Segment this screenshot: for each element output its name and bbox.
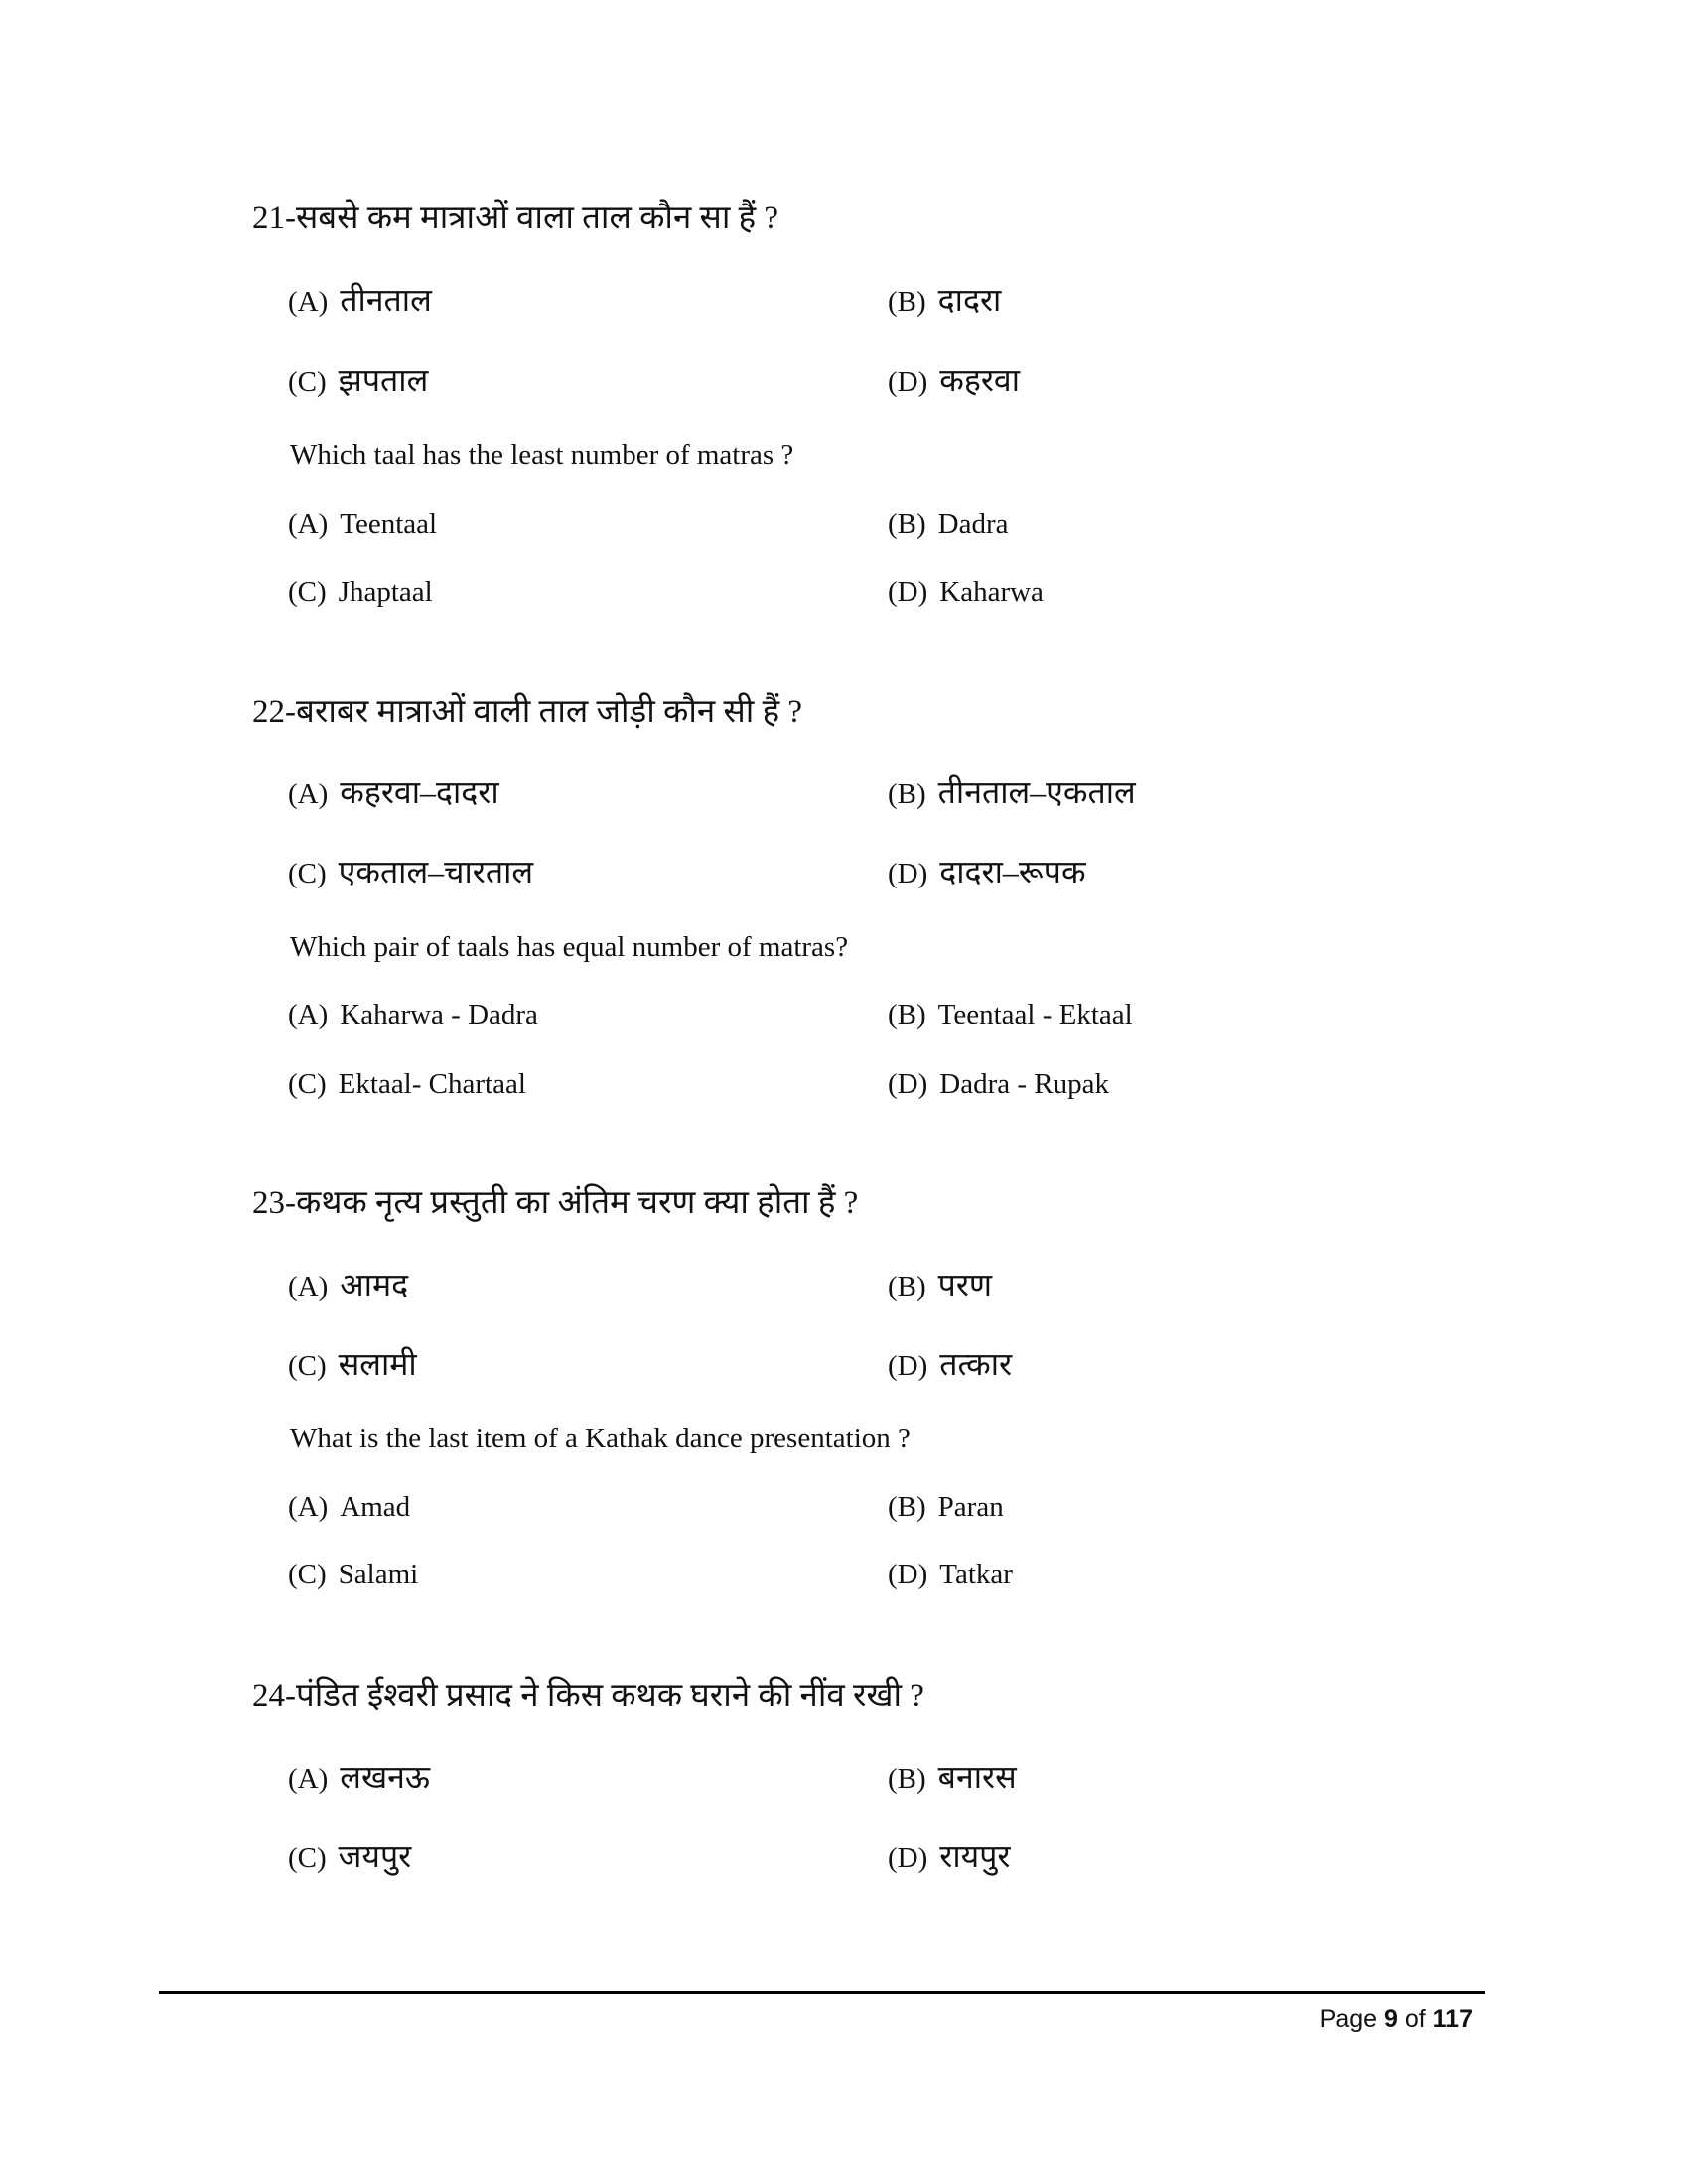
option-text: Amad — [340, 1491, 411, 1523]
option-text: बनारस — [937, 1759, 1017, 1795]
question-english: Which taal has the least number of matras ? — [290, 439, 794, 471]
option-hindi — [888, 856, 1086, 888]
question-hindi: 22-बराबर मात्राओं वाली ताल जोड़ी कौन सी हैं ? — [252, 694, 802, 730]
option-hindi — [888, 284, 1001, 317]
option-text: कहरवा–दादरा — [340, 774, 499, 810]
option-text: रायपुर — [939, 1839, 1011, 1874]
option-text: लखनऊ — [340, 1759, 431, 1795]
option-label: (B) — [888, 286, 926, 318]
option-label: (D) — [888, 1843, 928, 1874]
option-text: Salami — [338, 1559, 419, 1590]
option-text: Kaharwa - Dadra — [340, 999, 538, 1030]
option-label: (B) — [888, 1491, 926, 1523]
option-label: (A) — [288, 286, 329, 318]
option-text: Ektaal- Chartaal — [338, 1068, 526, 1100]
option-hindi — [288, 776, 499, 809]
option-label: (C) — [288, 1350, 327, 1382]
option-label: (D) — [888, 858, 928, 889]
option-label: (C) — [288, 576, 327, 608]
option-english — [288, 578, 433, 607]
question-hindi: 21-सबसे कम मात्राओं वाला ताल कौन सा हैं ? — [252, 201, 779, 236]
option-text: तत्कार — [939, 1346, 1013, 1382]
question-hindi: 23-कथक नृत्य प्रस्तुती का अंतिम चरण क्या होता हैं ? — [252, 1185, 859, 1221]
current-page: 9 — [1383, 2005, 1398, 2033]
option-text: सलामी — [338, 1346, 417, 1382]
page-number — [1320, 2005, 1473, 2034]
option-label: (D) — [888, 576, 928, 608]
option-label: (B) — [888, 508, 926, 540]
footer-divider — [159, 1991, 1485, 1994]
page-word: Page — [1319, 2005, 1378, 2033]
option-label: (C) — [288, 366, 327, 398]
option-label: (A) — [288, 999, 329, 1030]
option-text: Dadra — [937, 508, 1009, 540]
question-english: Which pair of taals has equal number of matras? — [290, 931, 849, 963]
option-text: Jhaptaal — [338, 576, 433, 608]
option-label: (D) — [888, 1559, 928, 1590]
option-label: (B) — [888, 778, 926, 810]
option-hindi — [288, 1269, 408, 1301]
option-hindi — [888, 776, 1136, 809]
option-text: दादरा–रूपक — [939, 854, 1086, 889]
option-hindi — [288, 1348, 417, 1381]
question-english: What is the last item of a Kathak dance presentation ? — [290, 1423, 911, 1454]
option-label: (C) — [288, 858, 327, 889]
option-text: जयपुर — [338, 1839, 412, 1874]
option-text: Paran — [937, 1491, 1004, 1523]
option-english — [888, 510, 1009, 539]
option-label: (A) — [288, 1491, 329, 1523]
option-label: (C) — [288, 1068, 327, 1100]
option-text: तीनताल — [340, 282, 432, 318]
option-label: (C) — [288, 1843, 327, 1874]
option-label: (B) — [888, 1763, 926, 1795]
option-hindi — [288, 1841, 411, 1873]
option-english — [288, 1493, 410, 1522]
option-english — [888, 1070, 1109, 1099]
option-label: (B) — [888, 1271, 926, 1302]
option-hindi — [888, 1348, 1012, 1381]
option-label: (A) — [288, 1271, 329, 1302]
option-hindi — [288, 1761, 430, 1794]
option-hindi — [288, 364, 428, 397]
option-hindi — [288, 856, 533, 888]
option-text: परण — [937, 1267, 993, 1302]
option-english — [888, 1001, 1133, 1029]
option-english — [288, 510, 437, 539]
option-hindi — [888, 1841, 1010, 1873]
option-text: Tatkar — [939, 1559, 1013, 1590]
option-label: (A) — [288, 778, 329, 810]
option-text: कहरवा — [939, 362, 1021, 398]
option-text: Teentaal — [340, 508, 438, 540]
option-text: आमद — [340, 1267, 409, 1302]
option-english — [288, 1561, 418, 1589]
option-hindi — [888, 364, 1020, 397]
option-english — [888, 1561, 1013, 1589]
option-english — [288, 1070, 526, 1099]
option-text: Dadra - Rupak — [939, 1068, 1109, 1100]
question-hindi: 24-पंडित ईश्वरी प्रसाद ने किस कथक घराने की नींव रखी ? — [252, 1678, 924, 1713]
option-english — [888, 1493, 1004, 1522]
option-text: दादरा — [937, 282, 1002, 318]
option-text: एकताल–चारताल — [338, 854, 534, 889]
option-english — [888, 578, 1044, 607]
option-label: (A) — [288, 508, 329, 540]
option-text: Kaharwa — [939, 576, 1044, 608]
option-hindi — [888, 1761, 1017, 1794]
option-label: (B) — [888, 999, 926, 1030]
option-text: झपताल — [338, 362, 429, 398]
option-text: Teentaal - Ektaal — [937, 999, 1133, 1030]
option-english — [288, 1001, 538, 1029]
option-label: (D) — [888, 1350, 928, 1382]
option-label: (D) — [888, 366, 928, 398]
option-label: (C) — [288, 1559, 327, 1590]
total-pages: 117 — [1432, 2005, 1473, 2033]
option-text: तीनताल–एकताल — [937, 774, 1136, 810]
option-label: (D) — [888, 1068, 928, 1100]
option-label: (A) — [288, 1763, 329, 1795]
of-word: of — [1404, 2005, 1426, 2033]
option-hindi — [288, 284, 432, 317]
option-hindi — [888, 1269, 992, 1301]
